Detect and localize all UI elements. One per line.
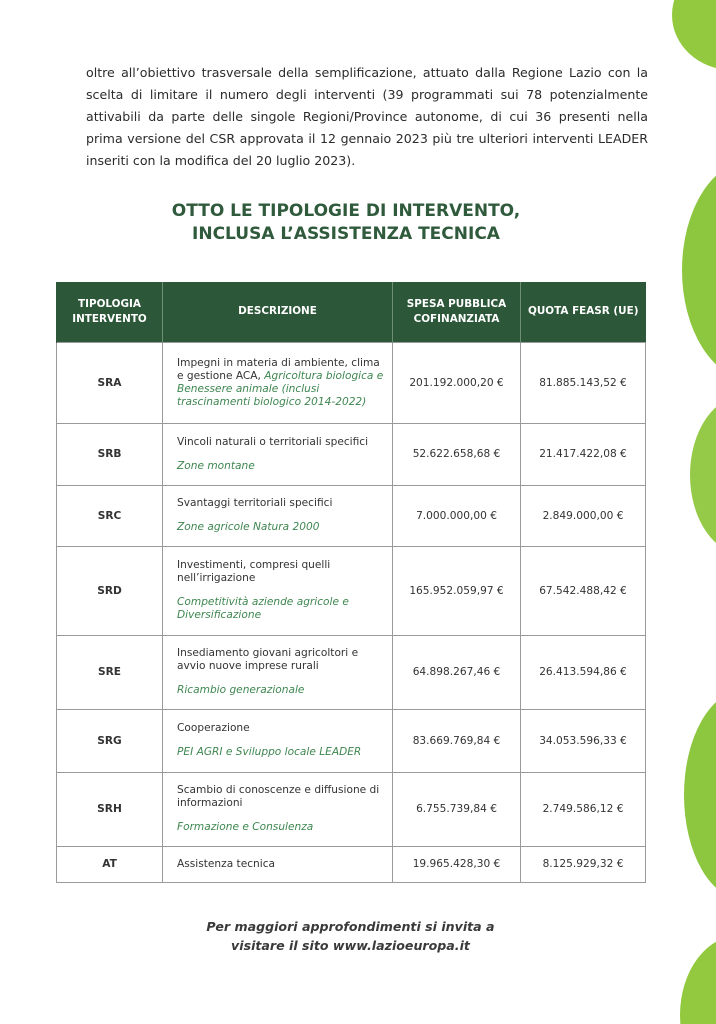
row-description xyxy=(163,846,393,882)
table-row xyxy=(57,423,646,485)
table-row xyxy=(57,635,646,709)
row-quota: 26.413.594,86 € xyxy=(521,635,646,709)
row-description xyxy=(163,772,393,846)
row-quota: 21.417.422,08 € xyxy=(521,423,646,485)
row-spesa: 64.898.267,46 € xyxy=(393,635,521,709)
row-quota: 81.885.143,52 € xyxy=(521,342,646,423)
row-spesa: 201.192.000,20 € xyxy=(393,342,521,423)
row-quota: 2.749.586,12 € xyxy=(521,772,646,846)
section-heading-line-1: OTTO LE TIPOLOGIE DI INTERVENTO, xyxy=(171,201,521,221)
table-row xyxy=(57,709,646,772)
row-code: SRC xyxy=(57,485,163,546)
row-description-main: Vincoli naturali o territoriali specifici xyxy=(177,435,369,448)
row-quota: 34.053.596,33 € xyxy=(521,709,646,772)
row-description-sub: Formazione e Consulenza xyxy=(177,821,314,833)
table-row xyxy=(57,485,646,546)
header-spesa: SPESA PUBBLICA COFINANZIATA xyxy=(393,282,521,342)
row-code: SRE xyxy=(57,635,163,709)
row-spesa: 6.755.739,84 € xyxy=(393,772,521,846)
row-description-sub: Competitività aziende agricole e Diversificazione xyxy=(177,596,349,621)
row-description-sub: PEI AGRI e Sviluppo locale LEADER xyxy=(177,746,362,758)
row-description xyxy=(163,709,393,772)
row-spesa: 83.669.769,84 € xyxy=(393,709,521,772)
footer-note xyxy=(56,917,645,955)
row-code: AT xyxy=(57,846,163,882)
footer-line-1: Per maggiori approfondimenti si invita a xyxy=(206,919,495,934)
row-code: SRA xyxy=(57,342,163,423)
header-quota: QUOTA FEASR (UE) xyxy=(521,282,646,342)
decorative-leaf-shape xyxy=(690,395,716,555)
interventions-table xyxy=(56,282,646,883)
table-row xyxy=(57,772,646,846)
row-description xyxy=(163,423,393,485)
row-description-main: Scambio di conoscenze e diffusione di informazioni xyxy=(177,784,380,809)
row-quota: 8.125.929,32 € xyxy=(521,846,646,882)
row-description-main: Impegni in materia di ambiente, clima e gestione ACA, xyxy=(177,356,380,382)
section-heading xyxy=(56,200,636,246)
row-description-main: Svantaggi territoriali specifici xyxy=(177,497,333,509)
header-tipologia: TIPOLOGIA INTERVENTO xyxy=(57,282,163,342)
row-code: SRH xyxy=(57,772,163,846)
decorative-leaf-shape xyxy=(680,935,716,1024)
row-code: SRD xyxy=(57,546,163,635)
row-description-main: Investimenti, compresi quelli nell’irrigazione xyxy=(177,559,331,584)
footer-line-2: visitare il sito www.lazioeuropa.it xyxy=(231,938,470,953)
row-description xyxy=(163,342,393,423)
row-description xyxy=(163,635,393,709)
row-spesa: 19.965.428,30 € xyxy=(393,846,521,882)
intro-paragraph: oltre all’obiettivo trasversale della semplificazione, attuato dalla Regione Lazio con la scelta di limitare il numero degli interventi (39 programmati sui 78 potenzialmente attivabili da parte delle singole Regioni/Province autonome, di cui 36 presenti nella prima versione del CSR approvata il 12 gennaio 2023 più tre ulteriori interventi LEADER inseriti con la modifica del 20 luglio 2023). xyxy=(86,65,648,168)
row-description-sub: Zone agricole Natura 2000 xyxy=(177,521,320,533)
decorative-leaf-shape xyxy=(684,690,716,900)
row-spesa: 165.952.059,97 € xyxy=(393,546,521,635)
decorative-leaf-shape xyxy=(672,0,716,70)
row-description-sub: Zone montane xyxy=(177,459,255,472)
row-description-main: Insediamento giovani agricoltori e avvio nuove imprese rurali xyxy=(177,647,359,672)
row-code: SRB xyxy=(57,423,163,485)
table-header-row xyxy=(57,282,646,342)
section-heading-line-2: INCLUSA L’ASSISTENZA TECNICA xyxy=(192,224,500,244)
decorative-leaf-shape xyxy=(682,160,716,380)
row-description-main: Cooperazione xyxy=(177,722,250,734)
table-row xyxy=(57,342,646,423)
header-descrizione: DESCRIZIONE xyxy=(163,282,393,342)
row-description xyxy=(163,546,393,635)
row-spesa: 52.622.658,68 € xyxy=(393,423,521,485)
table-row xyxy=(57,546,646,635)
row-spesa: 7.000.000,00 € xyxy=(393,485,521,546)
row-description-sub: Agricoltura biologica e Benessere animale (inclusi trascinamenti biologico 2014-2022) xyxy=(177,369,384,408)
row-description-main: Assistenza tecnica xyxy=(177,857,276,870)
row-quota: 2.849.000,00 € xyxy=(521,485,646,546)
row-description xyxy=(163,485,393,546)
row-code: SRG xyxy=(57,709,163,772)
table-row xyxy=(57,846,646,882)
row-quota: 67.542.488,42 € xyxy=(521,546,646,635)
row-description-sub: Ricambio generazionale xyxy=(177,684,305,696)
